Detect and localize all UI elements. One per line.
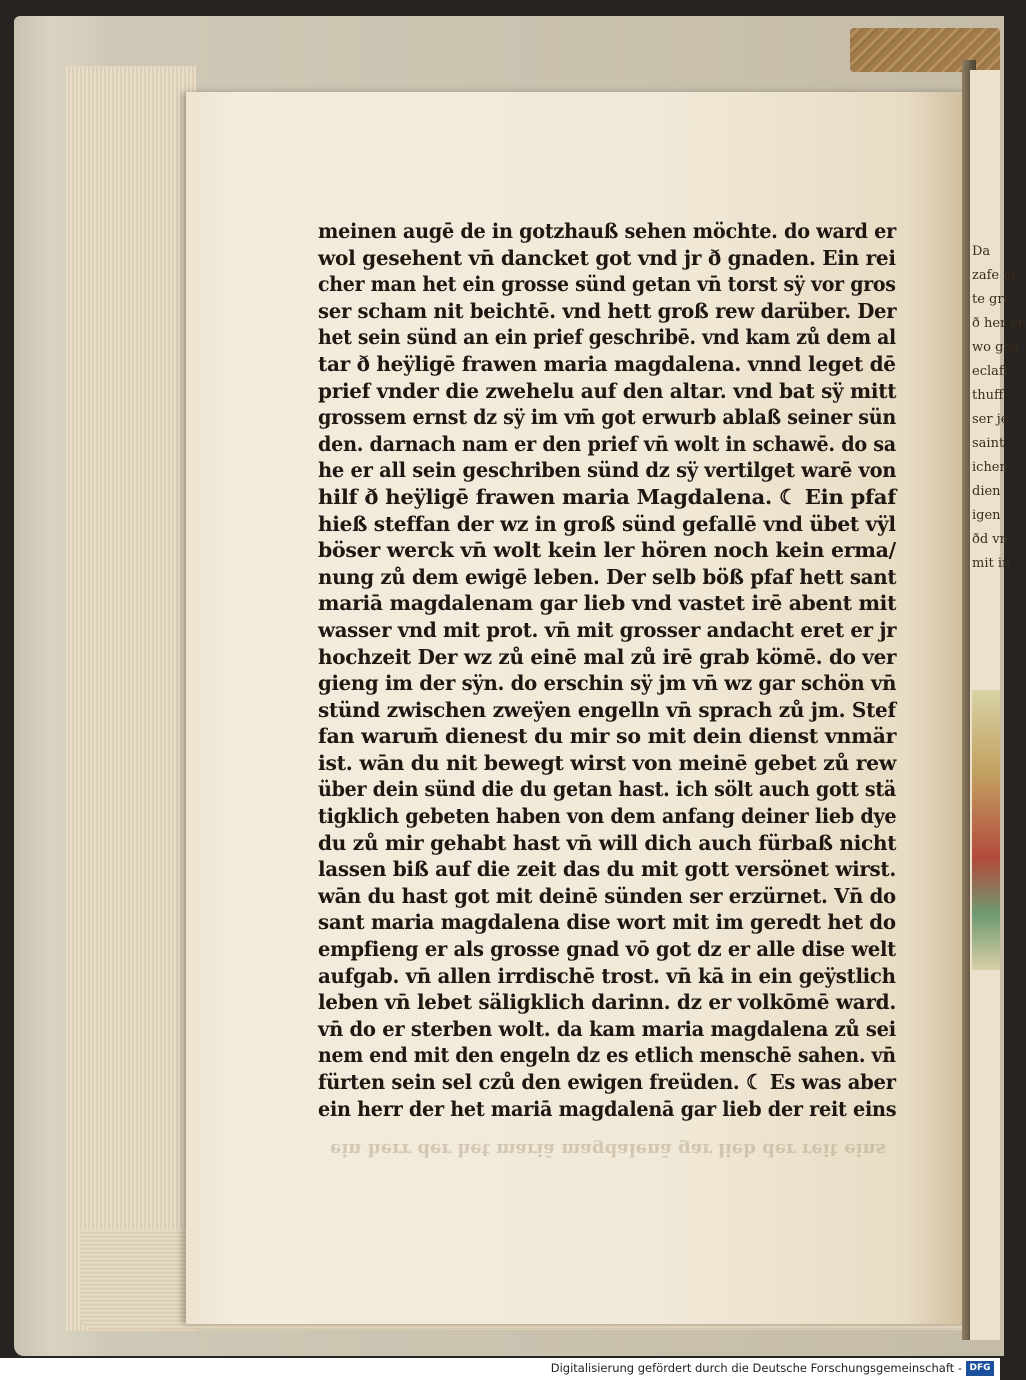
right-page-fragment: ichen [972,460,1008,475]
right-page-fragment: wo gha [972,340,1020,355]
text-line: nem end mit den engeln dz es etlich menschē sahen. vn̄ [318,1043,896,1068]
text-line: böser werck vn̄ wolt kein ler hören noch kein erma/ [318,538,896,563]
text-line: prief vnder die zwehelu auf den altar. vnd bat sÿ mitt [318,378,897,403]
right-page-fragment: te grc [972,292,1011,307]
text-line: hieß steffan der wz in groß sünd gefallē vnd übet vÿl [318,511,896,536]
right-page-fragment: Da [972,244,991,259]
text-line: den. darnach nam er den prief vn̄ wolt in schawē. do sa [318,431,896,456]
clasp-strap [850,28,1000,72]
text-line: stünd zwischen zweÿen engelln vn̄ sprach zů jm. Stef [318,697,896,722]
text-line: lassen biß auf die zeit das du mit gott versönet wirst. [318,857,896,882]
text-line: du zů mir gehabt hast vn̄ will dich auch fürbaß nicht [318,830,897,855]
footer-credit: Digitalisierung gefördert durch die Deutsche Forschungsgemeinschaft - [550,1361,962,1375]
dfg-logo: DFG [966,1361,994,1376]
text-line: wasser vnd mit prot. vn̄ mit grosser andacht eret er jr [318,617,897,642]
text-line: fan warum̄ dienest du mir so mit dein dienst vnmär [318,724,897,749]
printed-text-block [318,218,898,1122]
text-line: ein herr der het mariā magdalenā gar lieb der reit eins [318,1096,897,1121]
text-line: meinen augē de in gotzhauß sehen möchte. do ward er [318,219,896,243]
text-line: ist. wān du nit bewegt wirst von meinē gebet zů rew [318,750,897,775]
text-line: ser scham nit beichtē. vnd hett groß rew darüber. Der [318,298,897,323]
text-line: wān du hast got mit deinē sünden ser erzürnet. Vn̄ do [318,883,896,908]
right-page-fragment: saint [972,436,1005,451]
text-line: leben vn̄ lebet säligklich darinn. dz er volkōmē ward. [318,990,897,1015]
show-through-text: ein herr der het mariā magdalenā gar lieb der reit eins [330,1139,886,1160]
text-line: hilf ð heÿligē frawen maria Magdalena. ☾ Ein pfaf [318,484,897,509]
text-line: über dein sünd die du getan hast. ich sölt auch gott stä [318,777,896,802]
right-page-fragment: ðd vn [972,532,1008,547]
right-page-fragment: thuff [972,388,1004,403]
right-page-fragment: zafe m [972,268,1016,283]
text-line: he er all sein geschriben sünd dz sÿ vertilget warē von [318,458,897,483]
text-line: tar ð heÿligē frawen maria magdalena. vnnd leget dē [318,351,896,376]
text-line: nung zů dem ewigē leben. Der selb böß pfaf hett sant [318,564,897,589]
right-page-fragment: mit in [972,556,1011,571]
right-page-fragment: igen [972,508,1001,523]
page-edges [66,66,196,1331]
text-line: aufgab. vn̄ allen irrdischē trost. vn̄ kā in ein geÿstlich [318,963,896,988]
text-line: sant maria magdalena dise wort mit im geredt het do [318,910,896,935]
right-page-fragment: eclaff [972,364,1009,379]
text-line: fürten sein sel czů den ewigen freüden. ☾ Es was aber [318,1070,896,1094]
text-line: empfieng er als grosse gnad vō got dz er alle dise welt [318,937,896,962]
text-line: mariā magdalenam gar lieb vnd vastet irē abent mit [318,591,897,616]
text-line: vn̄ do er sterben wolt. da kam maria magdalena zů sei [318,1016,896,1041]
right-page-fragment: dien [972,484,1001,499]
text-line: cher man het ein grosse sünd getan vn̄ torst sÿ vor gros [318,272,896,297]
footer-bar [0,1358,1000,1380]
right-page-fragment: ð her vn [972,316,1026,331]
text-line: gieng im der sÿn. do erschin sÿ jm vn̄ wz gar schön vn̄ [318,671,897,696]
right-page-fragment: ser je [972,412,1009,427]
text-line: tigklich gebeten haben von dem anfang deiner lieb dye [318,804,897,829]
text-line: hochzeit Der wz zů einē mal zů irē grab kömē. do ver [318,644,897,669]
text-line: wol gesehent vn̄ dancket got vnd jr ð gnaden. Ein rei [318,245,896,270]
woodcut-illustration-fragment [972,690,1000,970]
right-page-text-fragments [972,240,1026,576]
text-line: grossem ernst dz sÿ im vm̄ got erwurb ablaß seiner sün [318,405,896,430]
text-line: het sein sünd an ein prief geschribē. vnd kam zů dem al [318,325,896,350]
